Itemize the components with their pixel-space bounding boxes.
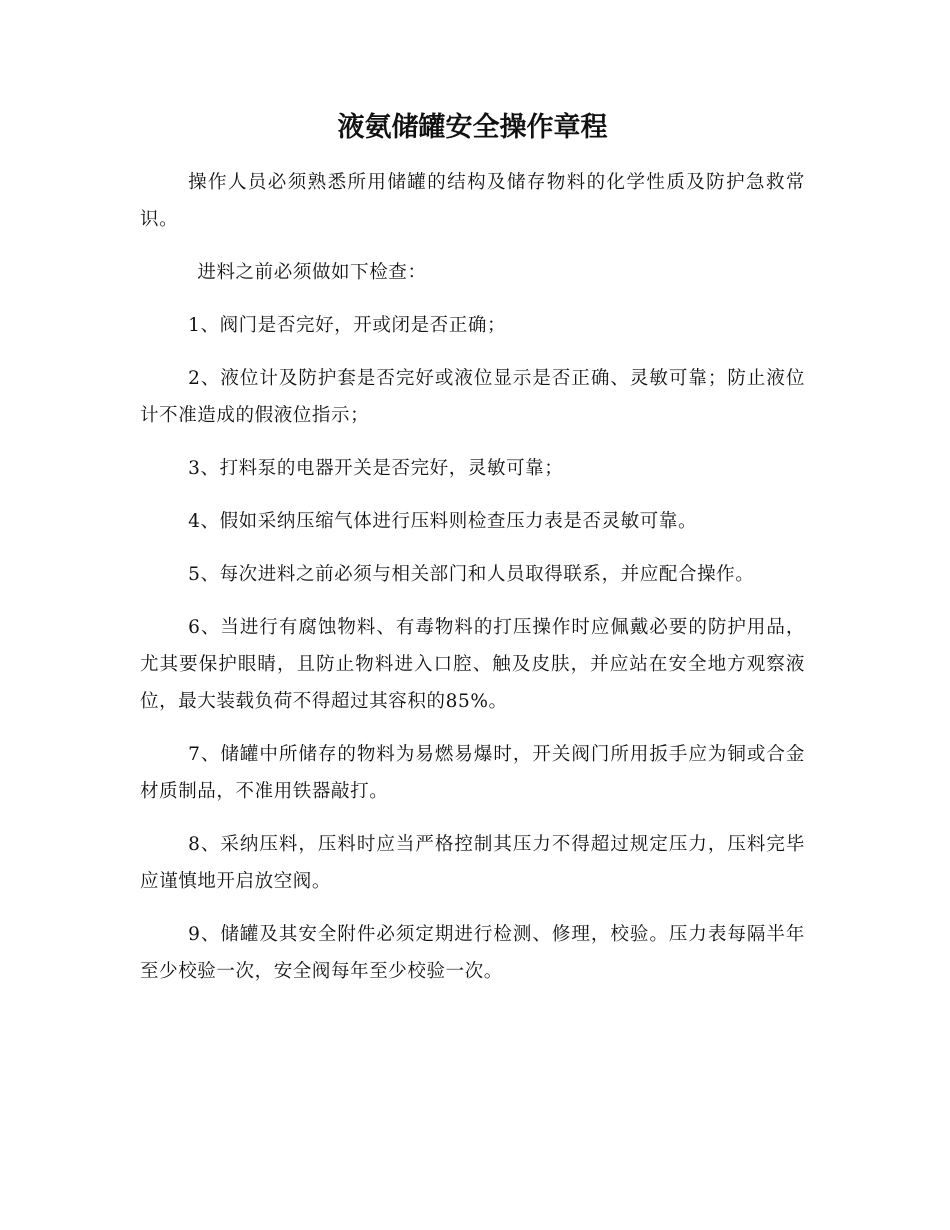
paragraph-item-2: 2、液位计及防护套是否完好或液位显示是否正确、灵敏可靠；防止液位计不准造成的假液位指示；	[140, 368, 805, 426]
paragraph-item-3: 3、打料泵的电器开关是否完好，灵敏可靠；	[188, 458, 564, 479]
document-body	[140, 164, 805, 1006]
paragraph-item-6: 6、当进行有腐蚀物料、有毒物料的打压操作时应佩戴必要的防护用品，尤其要保护眼睛，且防止物料进入口腔、触及皮肤，并应站在安全地方观察液位，最大装载负荷不得超过其容积的85%。	[140, 617, 805, 712]
paragraph-item-1: 1、阀门是否完好，开或闭是否正确；	[188, 315, 507, 336]
paragraph-item-7: 7、储罐中所储存的物料为易燃易爆时，开关阀门所用扳手应为铜或合金材质制品，不准用铁器敲打。	[140, 744, 805, 802]
paragraph-check-intro: 进料之前必须做如下检查：	[197, 262, 427, 283]
paragraph-item-8: 8、采纳压料，压料时应当严格控制其压力不得超过规定压力，压料完毕应谨慎地开启放空阀。	[140, 834, 805, 892]
paragraph-intro: 操作人员必须熟悉所用储罐的结构及储存物料的化学性质及防护急救常识。	[140, 172, 805, 230]
paragraph-item-5: 5、每次进料之前必须与相关部门和人员取得联系，并应配合操作。	[188, 564, 755, 585]
paragraph-item-4: 4、假如采纳压缩气体进行压料则检查压力表是否灵敏可靠。	[188, 511, 698, 532]
paragraph-item-9: 9、储罐及其安全附件必须定期进行检测、修理，校验。压力表每隔半年至少校验一次，安全阀每年至少校验一次。	[140, 924, 805, 982]
document-title: 液氨储罐安全操作章程	[337, 112, 608, 143]
